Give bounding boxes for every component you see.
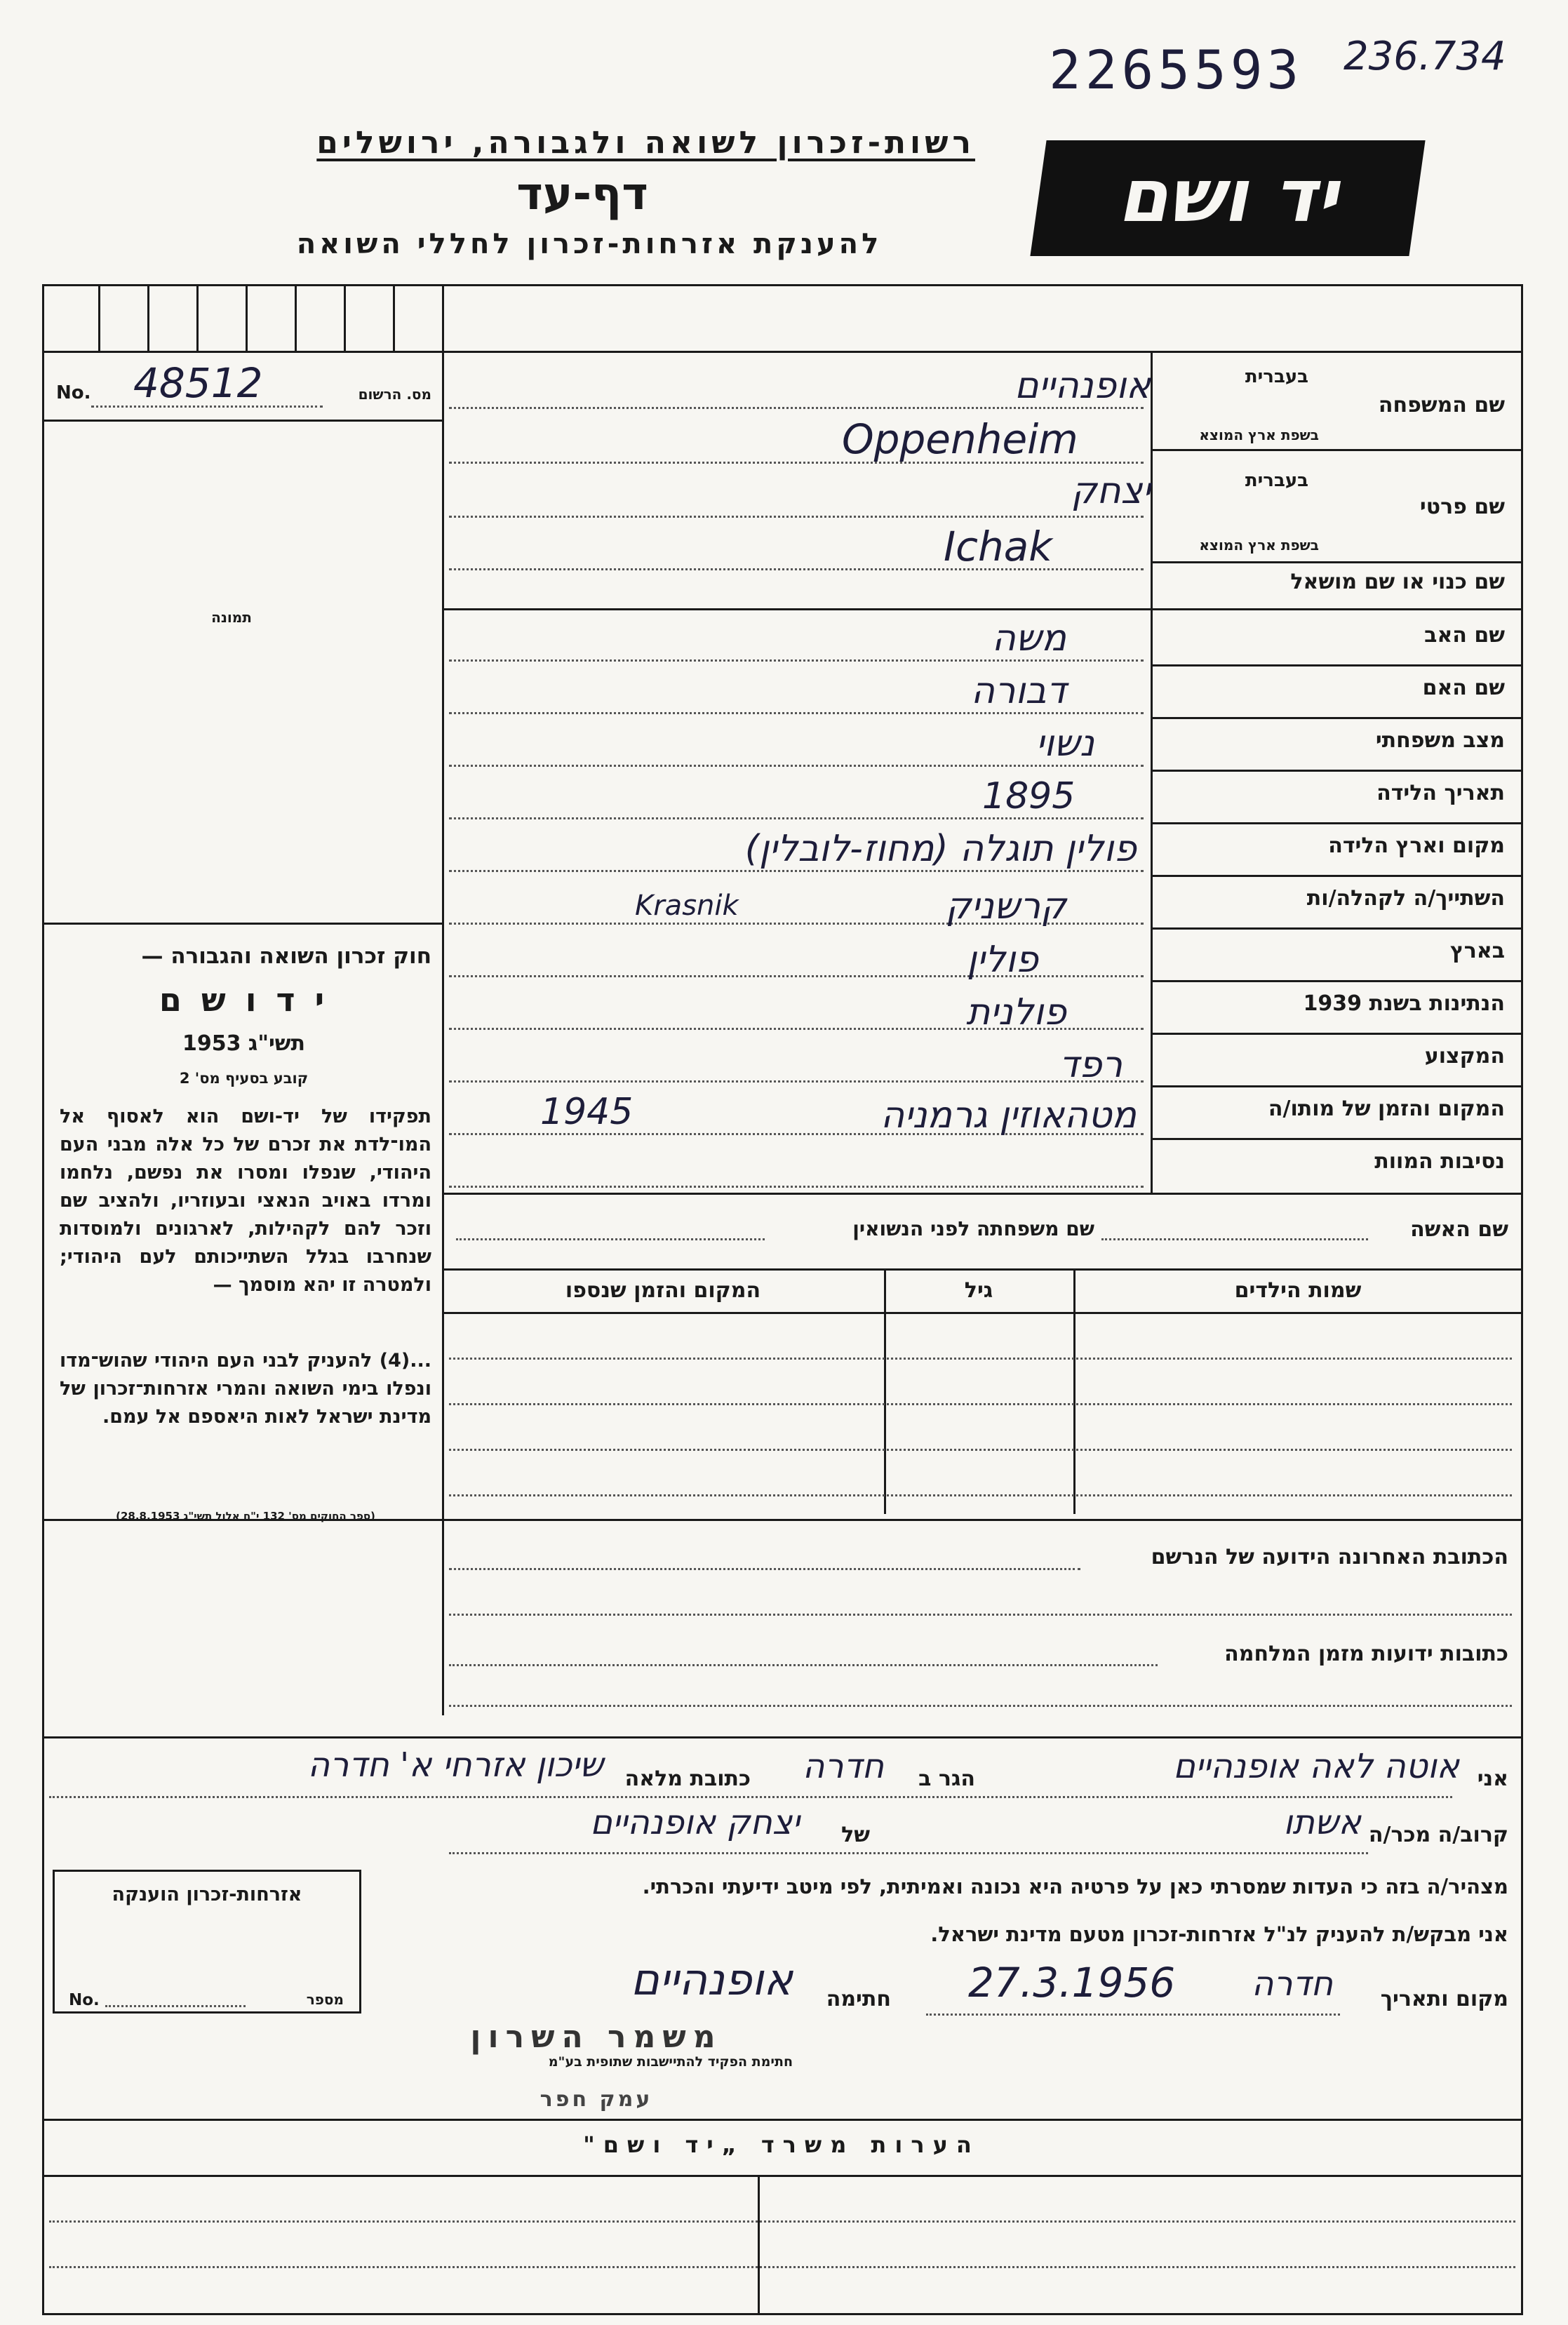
value-birth-place: פולין תוגלה (מחוז-לובלין) [744, 828, 1137, 870]
logo-text: יד ושם [1118, 153, 1338, 239]
law-name: י ד ו ש ם [159, 981, 329, 1019]
children-row-line [449, 1449, 1512, 1451]
label-mother: שם האם [1422, 676, 1505, 700]
strip-box-line [344, 284, 346, 351]
law-paragraph-2: ...(4) להעניק לבני העם היהודי שהוש־מדו ונפלו בימי השואה והמרי אזרחות־זכרון של מדינת ישראל לאות היאספם אל עמם. [60, 1350, 431, 1428]
registration-number: 48512 [133, 359, 263, 407]
label-nickname: שם כנוי או שם מושאל [1290, 570, 1505, 594]
value-father: משה [991, 617, 1066, 659]
stamp-label: חתימת הפקיד להתיישבות שתופית בע"מ [548, 2054, 793, 2070]
value-line [449, 516, 1144, 518]
children-row-line [449, 1358, 1512, 1360]
label-of: של [841, 1823, 870, 1847]
children-header-age: גיל [964, 1278, 993, 1303]
strip-box-line [147, 284, 149, 351]
value-death-place: מטהאוזין גרמניה [880, 1094, 1137, 1137]
label-death-place-time: המקום והזמן של מותו/ה [1268, 1097, 1505, 1121]
authority-line: רשות-זכרון לשואה ולגבורה, ירושלים [316, 125, 975, 161]
law-paragraph-1: תפקידו של יד-ושם הוא לאסוף אל המו־לדת את זכרם של כל אלה מבני העם היהודי, שנפלו ומסרו את נפשם, נלחמו ומרדו באויב הנאצי ובעוזריו, ולהציב שם וזכר להם לקהילות, לארגונים ולמוסדות שנחרבו בגלל השתייכותם לעם היהודי; ולמטרה זו יהא מוסמך — [60, 1106, 431, 1296]
address-left-rule [442, 1519, 444, 1715]
of-name: יצחק אופנהיים [590, 1803, 800, 1842]
value-family-name-hebrew: אופנהיים [1014, 365, 1151, 407]
children-row-line [449, 1494, 1512, 1496]
label-country: בארץ [1449, 939, 1505, 963]
label-father: שם האב [1424, 623, 1505, 648]
value-family-name-latin: Oppenheim [842, 415, 1078, 463]
value-birth-date: 1895 [982, 775, 1076, 817]
label-marital-status: מצב משפחתי [1375, 728, 1505, 753]
value-line [449, 1186, 1144, 1188]
children-col-divider [884, 1268, 886, 1514]
photo-bottom [42, 923, 442, 925]
relation-value: אשתו [1283, 1803, 1361, 1842]
row-rule [1151, 927, 1521, 930]
value-line [449, 870, 1144, 872]
signature-value: אופנהיים [630, 1954, 793, 2005]
children-header-bottom [442, 1312, 1521, 1314]
form-bottom-border [42, 2313, 1521, 2315]
citizenship-box-title: אזרחות-זכרון הוענקה [112, 1884, 302, 1905]
label-full-address: כתובת מלאה [624, 1767, 751, 1791]
label-nationality-1939: הנתינות בשנת 1939 [1303, 991, 1505, 1016]
form-subtitle: להענקת אזרחות-זכרון לחללי השואה [296, 228, 883, 260]
registration-dotline [91, 406, 323, 408]
strip-box-line [295, 284, 297, 351]
label-family-name-hebrew: בעברית [1245, 366, 1308, 387]
citizenship-number-label: מספר [306, 1991, 344, 2008]
form-title: דף-עד [516, 168, 648, 220]
field-label-divider [1151, 351, 1153, 1193]
stamp-number: 2265593 [1049, 39, 1304, 101]
office-notes-top [42, 2119, 1521, 2121]
registration-underline [42, 420, 442, 422]
office-notes-divider [758, 2175, 760, 2315]
label-first-name-hebrew: בעברית [1245, 470, 1308, 491]
handwritten-reference: 236.734 [1343, 34, 1506, 79]
children-row-line [449, 1403, 1512, 1405]
place-date-dotline [926, 2014, 1340, 2016]
label-profession: המקצוע [1424, 1044, 1505, 1068]
war-address-dotline [449, 1664, 1158, 1666]
wife-maiden-dotline [456, 1238, 765, 1240]
label-war-address: כתובות ידועות מזמן המלחמה [1224, 1642, 1508, 1666]
law-year: תשי"ג 1953 [182, 1031, 306, 1056]
value-country: פולין [967, 939, 1038, 981]
photo-label: תמונה [211, 609, 252, 626]
label-community: השתייך/ה לקהלה/ות [1306, 886, 1505, 911]
citizenship-dotline [105, 2005, 246, 2007]
label-wife: שם האשה [1410, 1217, 1508, 1242]
value-death-year: 1945 [540, 1091, 634, 1133]
row-rule [1151, 1033, 1521, 1035]
row-rule [1151, 980, 1521, 982]
form-top-border [42, 284, 1521, 286]
office-notes-rule [42, 2175, 1521, 2177]
label-relation: קרוב/ה מכר/ה [1368, 1823, 1508, 1847]
label-first-name-origin: בשפת ארץ המוצא [1199, 537, 1319, 554]
full-address: שיכון אזרחי א' חדרה [307, 1746, 603, 1785]
declaration-prefix: אני [1477, 1767, 1508, 1791]
label-signature: חתימה [826, 1987, 891, 2011]
row-rule [1151, 1085, 1521, 1087]
label-place-date: מקום ותאריך [1380, 1987, 1508, 2011]
form-right-border [1521, 284, 1523, 2315]
law-title: חוק זכרון השואה והגבורה — [141, 944, 431, 969]
label-death-circumstances: נסיבות המוות [1374, 1149, 1505, 1174]
law-clause: קובע בסעיף מס' 2 [179, 1070, 309, 1087]
date-value: 27.3.1956 [968, 1959, 1176, 2006]
declarant-name: אוטה לאה אופנהיים [1173, 1747, 1459, 1786]
last-address-dotline [449, 1614, 1512, 1616]
label-resides: הגר ב [918, 1767, 975, 1791]
war-address-dotline [449, 1705, 1512, 1707]
label-first-name: שם פרטי [1419, 495, 1505, 519]
strip-box-line [393, 284, 395, 351]
value-community: קרשניק [945, 885, 1066, 927]
row-rule [1151, 717, 1521, 719]
wife-dotline [1101, 1238, 1368, 1240]
value-line [449, 712, 1144, 714]
office-notes-dotline [49, 2220, 1515, 2223]
form-left-border [42, 284, 44, 2315]
strip-box-line [98, 284, 100, 351]
left-column-divider [442, 351, 444, 1519]
row-rule [1151, 770, 1521, 772]
declaration-request: אני מבקש/ת להעניק לנ"ל אזרחות-זכרון מטעם מדינת ישראל. [930, 1922, 1508, 1946]
office-notes-dotline [49, 2266, 1515, 2268]
registration-strip-bottom [42, 351, 1521, 353]
label-birth-place: מקום וארץ הלידה [1328, 833, 1505, 858]
declaration-dotline [49, 1796, 1452, 1798]
value-profession: רפד [1059, 1044, 1123, 1086]
resides-city: חדרה [802, 1747, 884, 1786]
declaration-top [42, 1736, 1521, 1738]
row-rule [1151, 561, 1521, 563]
office-notes-label: הערות משרד „יד ושם" [583, 2131, 980, 2158]
strip-box-line [196, 284, 199, 351]
row-rule [1151, 1138, 1521, 1140]
value-first-name-latin: Ichak [944, 523, 1052, 570]
label-family-name-origin: בשפת ארץ המוצא [1199, 427, 1319, 443]
citizenship-no-prefix: No. [69, 1991, 100, 2009]
value-nationality: פולנית [966, 991, 1066, 1033]
value-marital-status: נשוי [1036, 723, 1094, 765]
label-birth-date: תאריך הלידה [1376, 781, 1505, 805]
law-source: (ספר החוקים מס' 132 י"ח אלול תשי"ג 28.8.1953) [116, 1510, 375, 1522]
row-rule [1151, 875, 1521, 877]
value-mother: דבורה [971, 670, 1066, 712]
address-section-top [42, 1519, 1521, 1521]
value-line [449, 765, 1144, 767]
strip-divider [442, 284, 444, 351]
stamp-text: משמר השרון [470, 2019, 723, 2055]
children-table-top [442, 1268, 1521, 1271]
row-rule [1151, 822, 1521, 824]
children-col-divider [1073, 1268, 1076, 1514]
declaration-statement: מצהיר/ה בזה כי העדות שמסרתי כאן על פרטיה היא נכונה ואמיתית, לפי מיטב ידיעתי והכרתי. [642, 1875, 1508, 1898]
value-line [449, 407, 1144, 409]
relation-dotline [449, 1852, 1368, 1854]
row-rule [442, 608, 1521, 610]
value-community-latin: Krasnik [635, 890, 739, 922]
label-wife-maiden: שם משפחתה לפני הנשואין [852, 1217, 1094, 1240]
children-header-place: המקום והזמן שנספו [565, 1278, 761, 1303]
place-value: חדרה [1251, 1964, 1333, 2004]
value-line [449, 817, 1144, 819]
row-rule [1151, 449, 1521, 451]
stamp-text-2: עמק חפר [540, 2087, 653, 2112]
row-rule [1151, 664, 1521, 666]
label-last-address: הכתובת האחרונה הידועה של הנרשם [1151, 1545, 1508, 1569]
value-line [449, 659, 1144, 662]
registration-label: מס. הרשום [358, 386, 431, 403]
wife-row-top [442, 1193, 1521, 1195]
value-first-name-hebrew: יצחק [1071, 470, 1151, 512]
label-family-name: שם המשפחה [1378, 393, 1505, 417]
last-address-dotline [449, 1568, 1080, 1570]
registration-prefix: No. [56, 382, 91, 403]
children-header-names: שמות הילדים [1234, 1278, 1362, 1303]
strip-box-line [246, 284, 248, 351]
